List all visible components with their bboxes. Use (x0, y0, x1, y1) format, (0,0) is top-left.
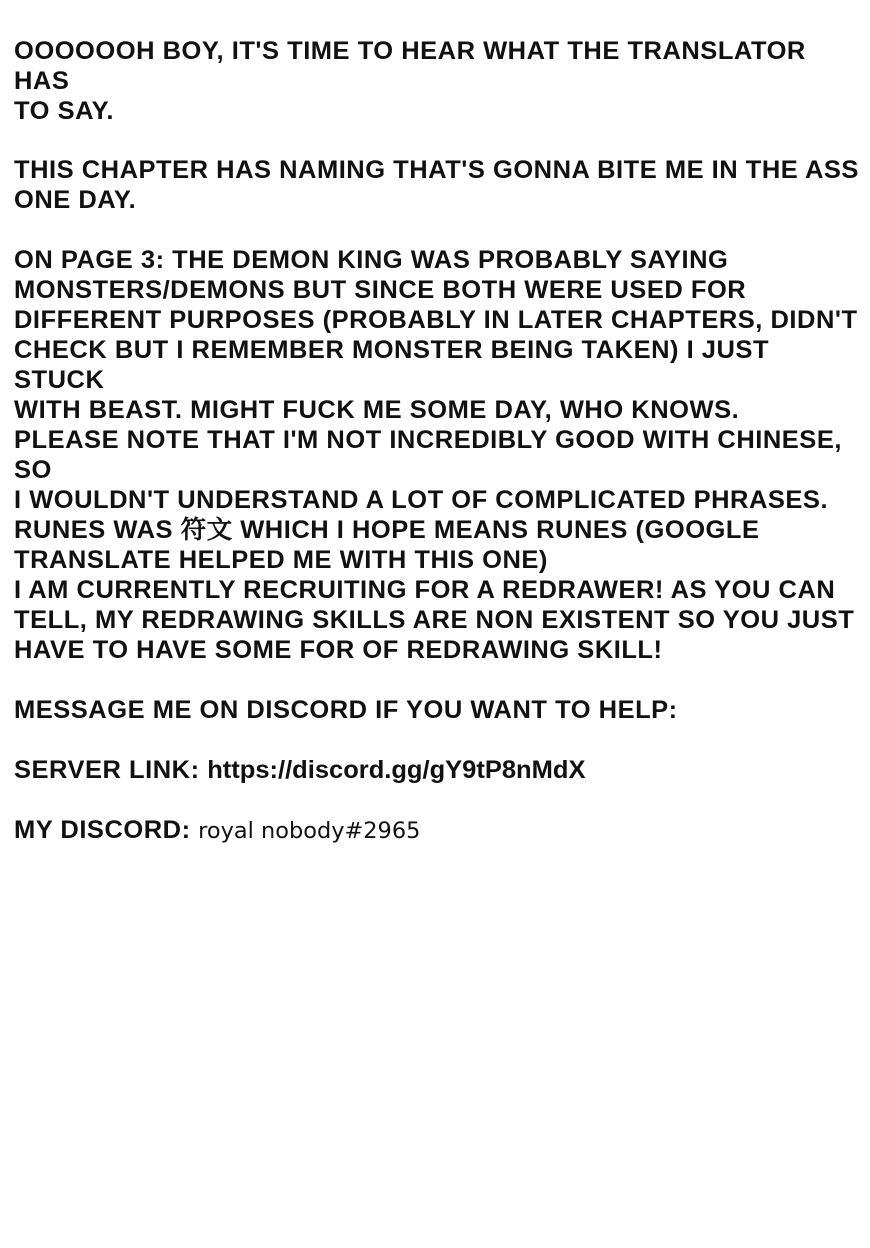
chinese-line-4: TRANSLATE HELPED ME WITH THIS ONE) (14, 546, 548, 574)
page3-line-3: DIFFERENT PURPOSES (PROBABLY IN LATER CHAPTERS, DIDN'T (14, 306, 858, 334)
recruit-line-2: TELL, MY REDRAWING SKILLS ARE NON EXISTENT SO YOU JUST (14, 606, 855, 634)
my-discord-label: MY DISCORD: (14, 816, 191, 844)
message-paragraph (14, 695, 861, 725)
naming-line-2: ONE DAY. (14, 186, 137, 214)
chinese-line-2: I WOULDN'T UNDERSTAND A LOT OF COMPLICATED PHRASES. (14, 486, 829, 514)
server-link-url[interactable]: https://discord.gg/gY9tP8nMdX (207, 756, 586, 784)
my-discord-row (14, 815, 861, 847)
message-line: MESSAGE ME ON DISCORD IF YOU WANT TO HELP: (14, 696, 678, 724)
page3-line-2: MONSTERS/DEMONS BUT SINCE BOTH WERE USED FOR (14, 276, 747, 304)
page3-paragraph (14, 245, 861, 425)
server-link-row (14, 755, 861, 785)
intro-paragraph (14, 36, 861, 126)
server-link-label: SERVER LINK: (14, 756, 200, 784)
intro-line-2: TO SAY. (14, 97, 114, 125)
page3-line-1: ON PAGE 3: THE DEMON KING WAS PROBABLY SAYING (14, 246, 729, 274)
recruit-paragraph (14, 575, 861, 665)
chinese-paragraph (14, 425, 861, 575)
discord-handle: royal nobody#2965 (198, 819, 421, 844)
naming-line-1: THIS CHAPTER HAS NAMING THAT'S GONNA BITE ME IN THE ASS (14, 156, 859, 184)
recruit-line-3: HAVE TO HAVE SOME FOR OF REDRAWING SKILL! (14, 636, 663, 664)
chinese-line-1: PLEASE NOTE THAT I'M NOT INCREDIBLY GOOD WITH CHINESE, SO (14, 426, 842, 484)
recruit-line-1: I AM CURRENTLY RECRUITING FOR A REDRAWER! AS YOU CAN (14, 576, 836, 604)
naming-paragraph (14, 155, 861, 215)
intro-line-1: OOOOOOH BOY, IT'S TIME TO HEAR WHAT THE TRANSLATOR HAS (14, 37, 806, 95)
page3-line-5: WITH BEAST. MIGHT FUCK ME SOME DAY, WHO KNOWS. (14, 396, 740, 424)
page3-line-4: CHECK BUT I REMEMBER MONSTER BEING TAKEN) I JUST STUCK (14, 336, 770, 394)
chinese-line-3: RUNES WAS 符文 WHICH I HOPE MEANS RUNES (GOOGLE (14, 516, 760, 544)
